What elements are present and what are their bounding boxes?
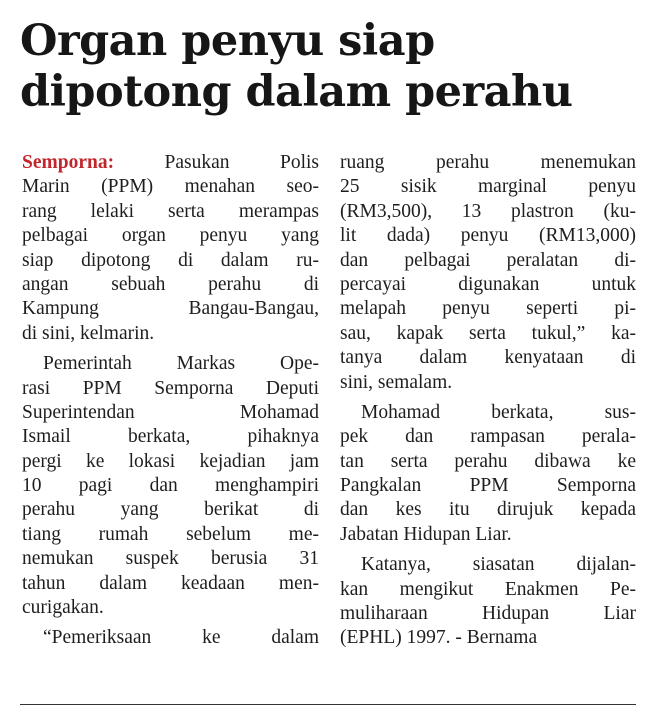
dateline: Semporna: bbox=[22, 152, 115, 173]
body-line: ruang perahu menemukan bbox=[340, 152, 636, 173]
article-column-left bbox=[22, 151, 319, 651]
body-line: Mohamad berkata, sus- bbox=[361, 401, 636, 423]
body-line: rang lelaki serta merampas bbox=[22, 200, 319, 222]
body-line: melapah penyu seperti pi- bbox=[340, 298, 636, 320]
body-line: Kampung Bangau-Bangau, bbox=[22, 298, 319, 320]
body-line: dan kes itu dirujuk kepada bbox=[340, 499, 636, 521]
body-line: Pemerintah Markas Ope- bbox=[43, 353, 319, 375]
body-line: nemukan suspek berusia 31 bbox=[22, 548, 319, 570]
body-line: siap dipotong di dalam ru- bbox=[22, 249, 319, 271]
body-line: Marin (PPM) menahan seo- bbox=[22, 176, 319, 198]
body-line: (RM3,500), 13 plastron (ku- bbox=[340, 200, 636, 222]
body-line: Katanya, siasatan dijalan- bbox=[361, 554, 636, 576]
body-text: Pasukan Polis bbox=[164, 152, 320, 173]
body-line: tahun dalam keadaan men- bbox=[22, 572, 319, 594]
body-line: curigakan. bbox=[22, 597, 104, 619]
body-line: (EPHL) 1997. - Bernama bbox=[340, 627, 538, 649]
body-line: Superintendan Mohamad bbox=[22, 401, 319, 423]
body-line: pek dan rampasan perala- bbox=[340, 426, 636, 448]
body-line: tanya dalam kenyataan di bbox=[340, 347, 636, 369]
body-line: percayai digunakan untuk bbox=[340, 273, 636, 295]
body-line: sau, kapak serta tukul,” ka- bbox=[340, 322, 636, 344]
body-line: sini, semalam. bbox=[340, 371, 453, 393]
body-line: angan sebuah perahu di bbox=[22, 273, 319, 295]
body-line: pelbagai organ penyu yang bbox=[22, 225, 319, 247]
body-line: pergi ke lokasi kejadian jam bbox=[22, 450, 319, 472]
body-line: Pangkalan PPM Semporna bbox=[340, 475, 636, 497]
body-line: muliharaan Hidupan Liar bbox=[340, 603, 636, 625]
body-line: “Pemeriksaan ke dalam bbox=[43, 627, 319, 649]
body-line: 25 sisik marginal penyu bbox=[340, 176, 636, 198]
body-line: dan pelbagai peralatan di- bbox=[340, 249, 636, 271]
body-line: Ismail berkata, pihaknya bbox=[22, 426, 319, 448]
body-line: lit dada) penyu (RM13,000) bbox=[340, 225, 636, 247]
body-line: Jabatan Hidupan Liar. bbox=[340, 523, 512, 545]
body-line: tan serta perahu dibawa ke bbox=[340, 450, 636, 472]
body-line: di sini, kelmarin. bbox=[22, 322, 155, 344]
headline-line-2: dipotong dalam perahu bbox=[20, 67, 573, 117]
body-line: rasi PPM Semporna Deputi bbox=[22, 377, 319, 399]
article-column-right bbox=[340, 151, 636, 651]
body-line bbox=[22, 151, 319, 175]
body-line: kan mengikut Enakmen Pe- bbox=[340, 578, 636, 600]
headline-line-1: Organ penyu siap bbox=[20, 16, 435, 66]
body-line: perahu yang berikat di bbox=[22, 499, 319, 521]
body-line: tiang rumah sebelum me- bbox=[22, 523, 319, 545]
headline bbox=[20, 16, 640, 118]
bottom-rule bbox=[20, 704, 636, 705]
body-line: 10 pagi dan menghampiri bbox=[22, 475, 319, 497]
